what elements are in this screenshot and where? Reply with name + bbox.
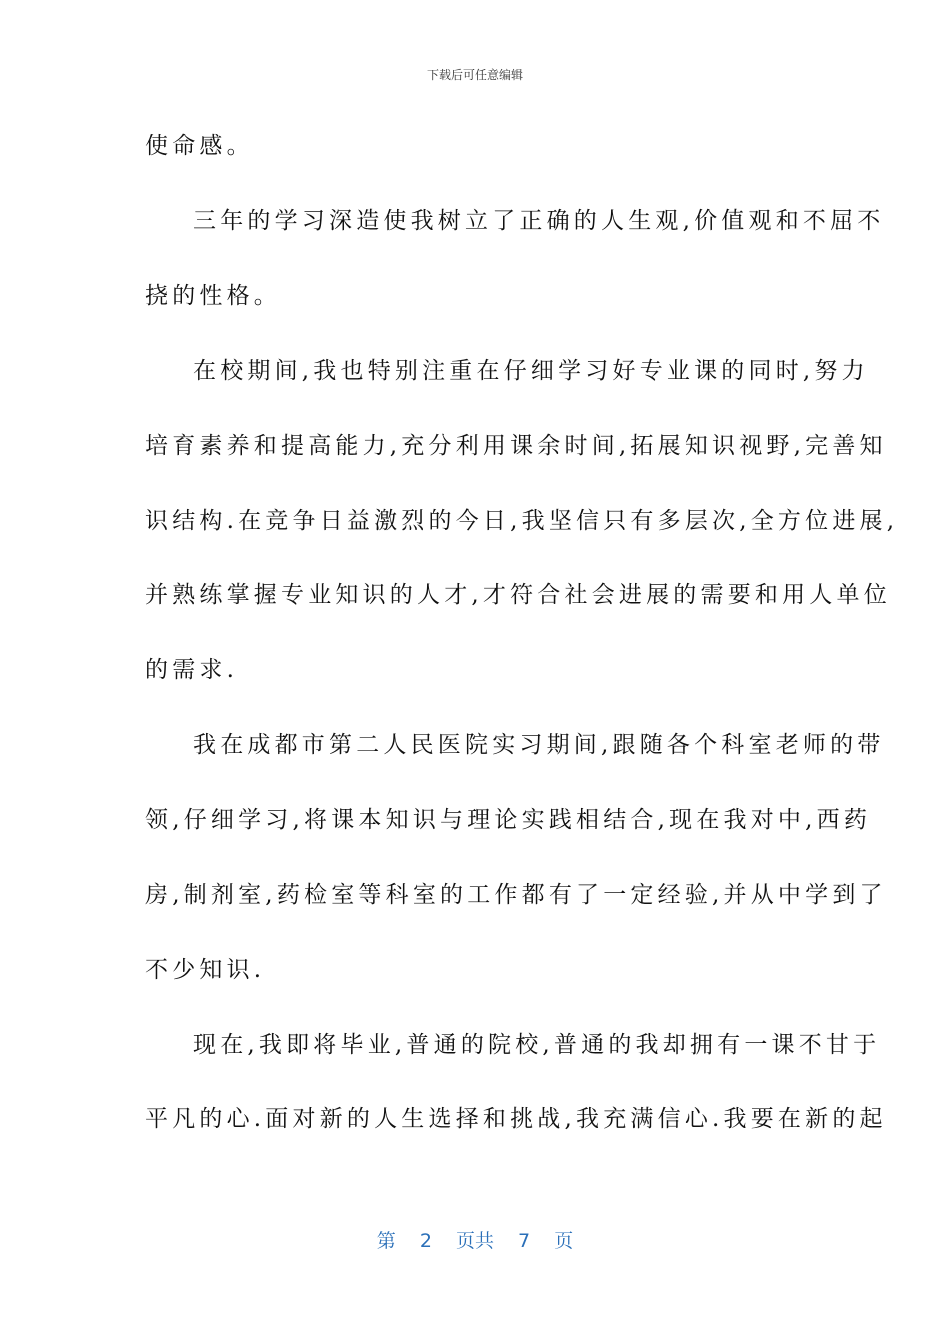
text-line: 在校期间,我也特别注重在仔细学习好专业课的同时,努力 (193, 358, 869, 384)
text-line: 三年的学习深造使我树立了正确的人生观,价值观和不屈不 (193, 208, 885, 234)
text-line: 识结构.在竞争日益激烈的今日,我坚信只有多层次,全方位进展, (145, 508, 899, 534)
footer-suffix: 页 (554, 1230, 574, 1252)
text-line: 房,制剂室,药检室等科室的工作都有了一定经验,并从中学到了 (145, 882, 887, 908)
footer-middle: 页共 (455, 1230, 494, 1252)
text-line: 不少知识. (145, 957, 266, 983)
page-footer (0, 1226, 950, 1253)
text-line: 现在,我即将毕业,普通的院校,普通的我却拥有一课不甘于 (193, 1032, 881, 1058)
text-line: 平凡的心.面对新的人生选择和挑战,我充满信心.我要在新的起 (145, 1106, 887, 1132)
total-pages-number: 7 (518, 1230, 531, 1252)
text-line: 领,仔细学习,将课本知识与理论实践相结合,现在我对中,西药 (145, 807, 872, 833)
current-page-number: 2 (419, 1230, 432, 1252)
text-line: 培育素养和提高能力,充分利用课余时间,拓展知识视野,完善知 (145, 433, 887, 459)
page-header: 下载后可任意编辑 (426, 68, 523, 82)
text-line: 挠的性格。 (145, 283, 281, 309)
footer-prefix: 第 (376, 1230, 396, 1252)
text-line: 并熟练掌握专业知识的人才,才符合社会进展的需要和用人单位 (145, 582, 891, 608)
text-line: 的需求. (145, 657, 239, 683)
text-line: 使命感。 (145, 133, 254, 159)
text-line: 我在成都市第二人民医院实习期间,跟随各个科室老师的带 (193, 732, 885, 758)
